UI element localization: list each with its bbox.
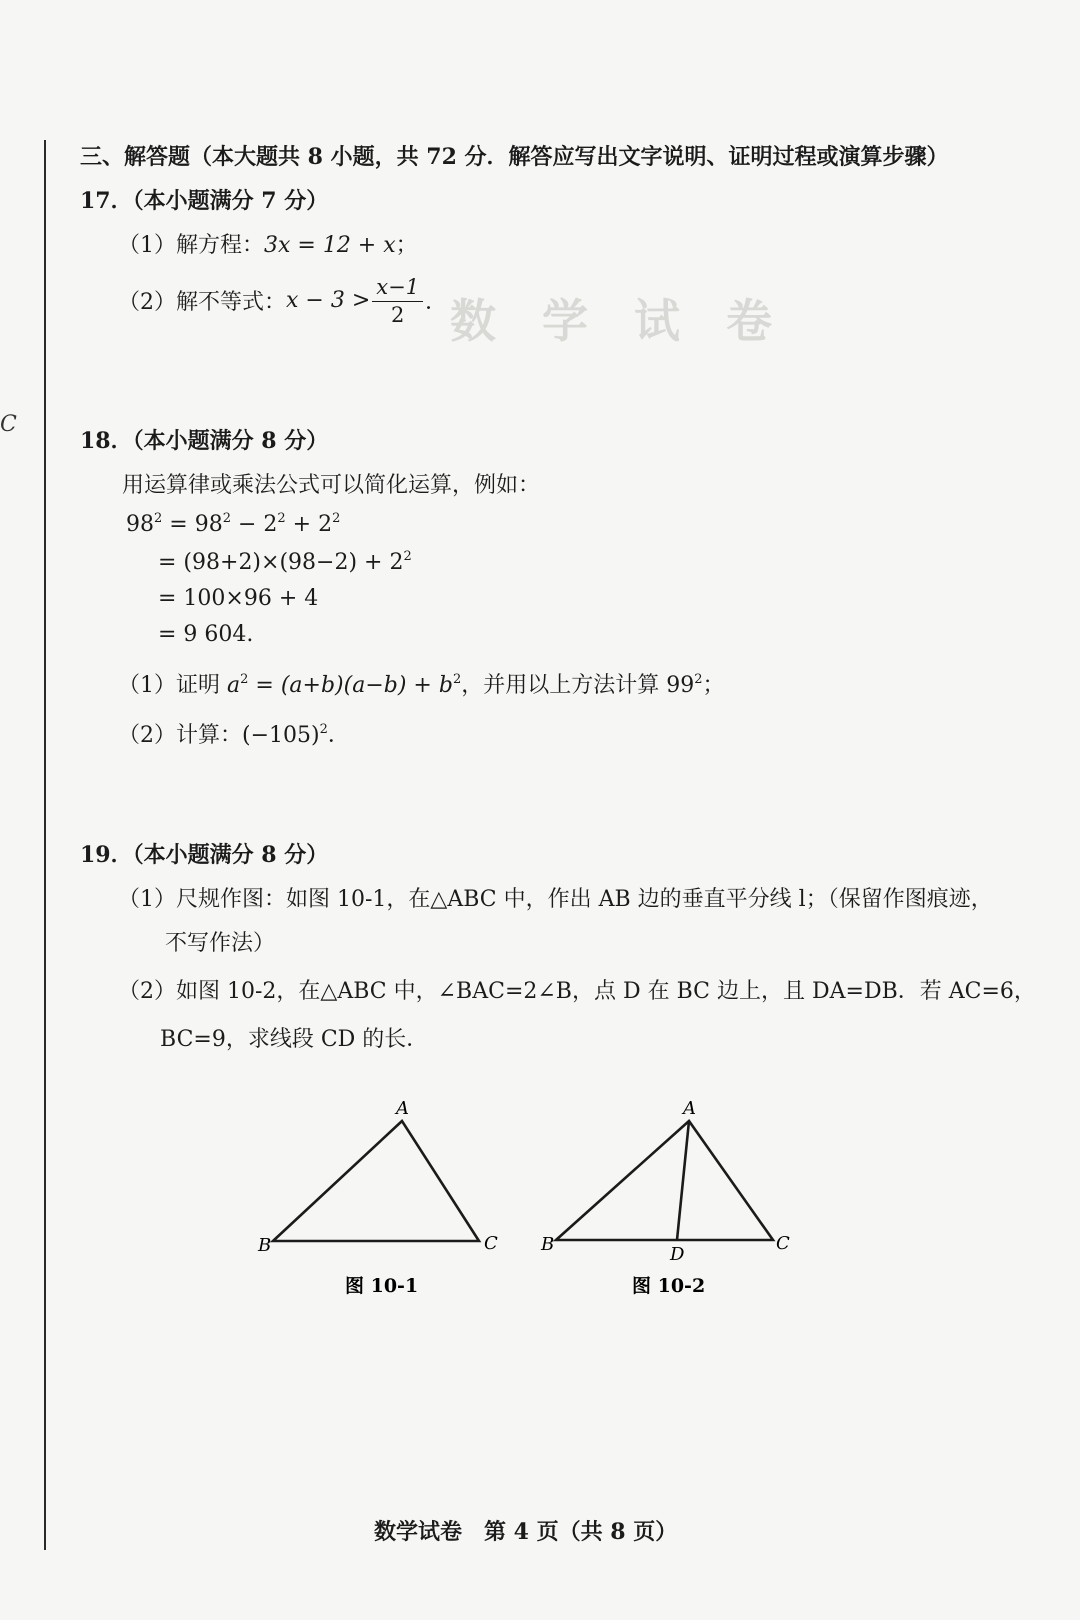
- q18-part1-exp3: 2: [694, 672, 703, 687]
- segment-ad: [677, 1121, 689, 1240]
- fig2-label-c: C: [776, 1233, 790, 1254]
- q17-part1-label: （1）解方程：: [118, 233, 264, 258]
- triangle-abc-1: [273, 1121, 479, 1241]
- q17-part1-expr: 3x = 12 + x: [264, 233, 396, 258]
- fig1-caption: 图 10-1: [345, 1275, 419, 1297]
- q18-part2-expr: (−105): [242, 723, 320, 748]
- example-rhs-a: = 98: [162, 512, 223, 537]
- q18-part2-exp: 2: [319, 722, 328, 737]
- q19-part1-line2: 不写作法）: [165, 931, 276, 956]
- q18-part1-rhs: = (a+b)(a−b) + b: [248, 673, 453, 698]
- fig1-label-c: C: [484, 1233, 498, 1254]
- fig2-label-b: B: [541, 1234, 555, 1255]
- q18-example-line4: = 9 604.: [158, 622, 254, 647]
- fig1-label-a: A: [396, 1098, 409, 1119]
- example-line2-text: = (98+2)×(98−2) + 2: [158, 550, 404, 575]
- bleed-through-ghost: 数 学 试 卷: [450, 294, 772, 348]
- q18-part1-exp: 2: [240, 672, 249, 687]
- q18-part1-exp2: 2: [452, 672, 462, 687]
- q17-title: 17．（本小题满分 7 分）: [80, 188, 329, 214]
- q19-part2-line2: BC=9，求线段 CD 的长．: [160, 1027, 429, 1052]
- q18-part1-a: a: [227, 673, 241, 698]
- q18-part1-label: （1）证明: [118, 673, 227, 698]
- fraction-denominator: 2: [390, 303, 405, 327]
- example-exp-2: 2: [222, 511, 231, 526]
- fig2-label-d: D: [670, 1244, 685, 1265]
- example-line2-exp: 2: [403, 549, 412, 564]
- margin-mark-c: C: [0, 412, 17, 437]
- fraction-numerator: x−1: [372, 273, 423, 302]
- q18-part1-tail: ，并用以上方法计算 99: [461, 673, 695, 698]
- fig2-caption: 图 10-2: [632, 1275, 706, 1297]
- example-exp: 2: [154, 511, 163, 526]
- figure-10-2: [540, 1098, 790, 1297]
- q17-part2-end: ．: [425, 290, 448, 315]
- q17-part2-label: （2）解不等式：: [118, 290, 286, 315]
- example-rhs-b: − 2: [230, 512, 278, 537]
- q18-part2-end: ．: [327, 723, 350, 748]
- fig2-label-a: A: [683, 1098, 696, 1119]
- section-header: 三、解答题（本大题共 8 小题，共 72 分．解答应写出文字说明、证明过程或演算步骤）: [80, 144, 949, 170]
- figure-10-1: [257, 1098, 498, 1297]
- example-rhs-c: + 2: [285, 512, 333, 537]
- q19-part2-line1: （2）如图 10-2，在△ABC 中，∠BAC=2∠B，点 D 在 BC 边上，且 DA=DB．若 AC=6，: [118, 979, 1036, 1004]
- page-footer: 数学试卷 第 4 页（共 8 页）: [374, 1519, 678, 1545]
- q17-part1-end: ；: [395, 233, 418, 258]
- fig1-label-b: B: [258, 1235, 272, 1256]
- q18-intro: 用运算律或乘法公式可以简化运算，例如：: [122, 473, 541, 498]
- q19-part1-line1: （1）尺规作图：如图 10-1，在△ABC 中，作出 AB 边的垂直平分线 l；（保留作图痕迹，: [118, 887, 993, 912]
- example-exp-4: 2: [332, 511, 341, 526]
- q18-part2-label: （2）计算：: [118, 723, 242, 748]
- q18-example-line3: = 100×96 + 4: [158, 586, 319, 611]
- q18-title: 18．（本小题满分 8 分）: [80, 428, 329, 454]
- q19-title: 19．（本小题满分 8 分）: [80, 842, 329, 868]
- q17-part2-lhs: x − 3 >: [286, 288, 371, 313]
- example-exp-3: 2: [277, 511, 286, 526]
- q18-part1-end: ；: [702, 673, 725, 698]
- triangle-abc-2: [556, 1121, 773, 1240]
- example-base: 98: [126, 512, 154, 537]
